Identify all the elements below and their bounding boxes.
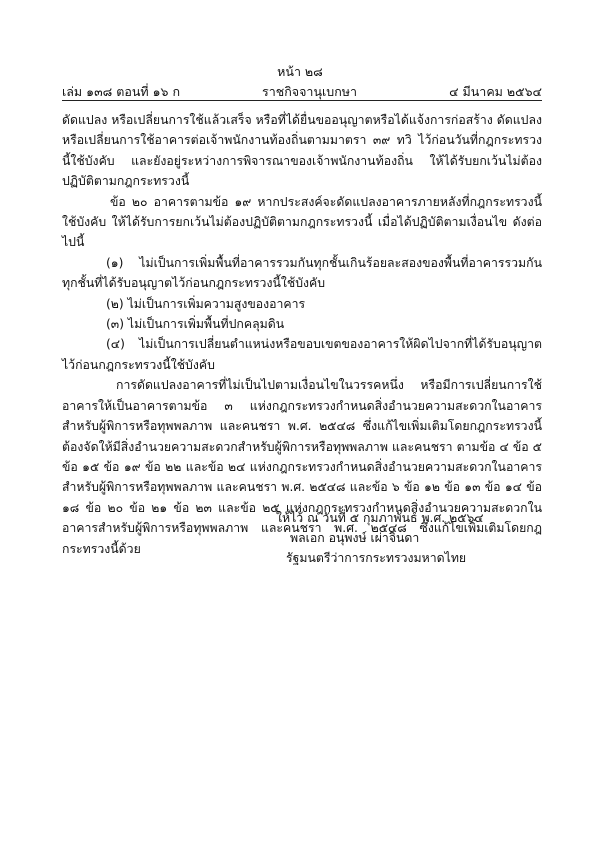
paragraph-condition-1: (๑) ไม่เป็นการเพิ่มพื้นที่อาคารรวมกันทุกชั้นเกินร้อยละสองของพื้นที่อาคารรวมกันทุกชั้นที่ได้รับอนุญาตไว้ก่อนกฎกระทรวงนี้ใช้บังคับ <box>62 255 542 291</box>
paragraph-condition-3: (๓) ไม่เป็นการเพิ่มพื้นที่ปกคลุมดิน <box>106 317 285 332</box>
paragraph-condition-2: (๒) ไม่เป็นการเพิ่มความสูงของอาคาร <box>106 296 306 311</box>
page-number: หน้า ๒๘ <box>277 64 323 79</box>
signatory-name: พลเอก อนุพงษ์ เผ่าจินดา <box>290 531 420 545</box>
paragraph-clause-20: ข้อ ๒๐ อาคารตามข้อ ๑๙ หากประสงค์จะดัดแปลงอาคารภายหลังที่กฎกระทรวงนี้ใช้บังคับ ให้ได้รับการยกเว้นไม่ต้องปฏิบัติตามกฎกระทรวงนี้ เมื่อได้ปฏิบัติตามเงื่อนไข ดังต่อไปนี้ <box>62 194 542 250</box>
paragraph-condition-4: (๔) ไม่เป็นการเปลี่ยนตำแหน่งหรือขอบเขตของอาคารให้ผิดไปจากที่ได้รับอนุญาตไว้ก่อนกฎกระทรวงนี้ใช้บังคับ <box>62 337 542 372</box>
paragraph-continuation: ดัดแปลง หรือเปลี่ยนการใช้แล้วเสร็จ หรือที่ได้ยื่นขออนุญาตหรือได้แจ้งการก่อสร้าง ดัดแปลง หรือเปลี่ยนการใช้อาคารต่อเจ้าพนักงานท้องถิ่นตามมาตรา ๓๙ ทวิ ไว้ก่อนวันที่กฎกระทรวงนี้ใช้บังคับ และยังอยู่ระหว่างการพิจารณาของเจ้าพนักงานท้องถิ่น ให้ได้รับยกเว้นไม่ต้องปฏิบัติตามกฎกระทรวงนี้ <box>62 113 542 189</box>
signatory-title: รัฐมนตรีว่าการกระทรวงมหาดไทย <box>286 551 467 565</box>
document-body <box>62 110 542 559</box>
signature-date: ให้ไว้ ณ วันที่ ๕ กุมภาพันธ์ พ.ศ. ๒๕๖๔ <box>276 511 484 525</box>
header-rule <box>62 100 542 101</box>
volume-issue: เล่ม ๑๓๘ ตอนที่ ๑๖ ก <box>62 84 181 99</box>
gazette-name: ราชกิจจานุเบกษา <box>262 84 358 99</box>
gazette-date: ๔ มีนาคม ๒๕๖๔ <box>449 84 542 99</box>
paragraph-modification: การดัดแปลงอาคารที่ไม่เป็นไปตามเงื่อนไขในวรรคหนึ่ง หรือมีการเปลี่ยนการใช้อาคารให้เป็นอาคารตามข้อ ๓ แห่งกฎกระทรวงกำหนดสิ่งอำนวยความสะดวกในอาคารสำหรับผู้พิการหรือทุพพลภาพ และคนชรา พ.ศ. ๒๕๔๘ ซึ่งแก้ไขเพิ่มเติมโดยกฎกระทรวงนี้ ต้องจัดให้มีสิ่งอำนวยความสะดวกสำหรับผู้พิการหรือทุพพลภาพ และคนชรา ตามข้อ ๔ ข้อ ๕ ข้อ ๑๕ ข้อ ๑๙ ข้อ ๒๒ และข้อ ๒๔ แห่งกฎกระทรวงกำหนดสิ่งอำนวยความสะดวกในอาคารสำหรับผู้พิการหรือทุพพลภาพ และคนชรา พ.ศ. ๒๕๔๘ และข้อ ๖ ข้อ ๑๒ ข้อ ๑๓ ข้อ ๑๔ ข้อ ๑๘ ข้อ ๒๐ ข้อ ๒๑ ข้อ ๒๓ และข้อ ๒๕ แห่งกฎกระทรวงกำหนดสิ่งอำนวยความสะดวกในอาคารสำหรับผู้พิการหรือทุพพลภาพ และคนชรา พ.ศ. ๒๕๔๘ ซึ่งแก้ไขเพิ่มเติมโดยกฎกระทรวงนี้ด้วย <box>62 378 542 556</box>
